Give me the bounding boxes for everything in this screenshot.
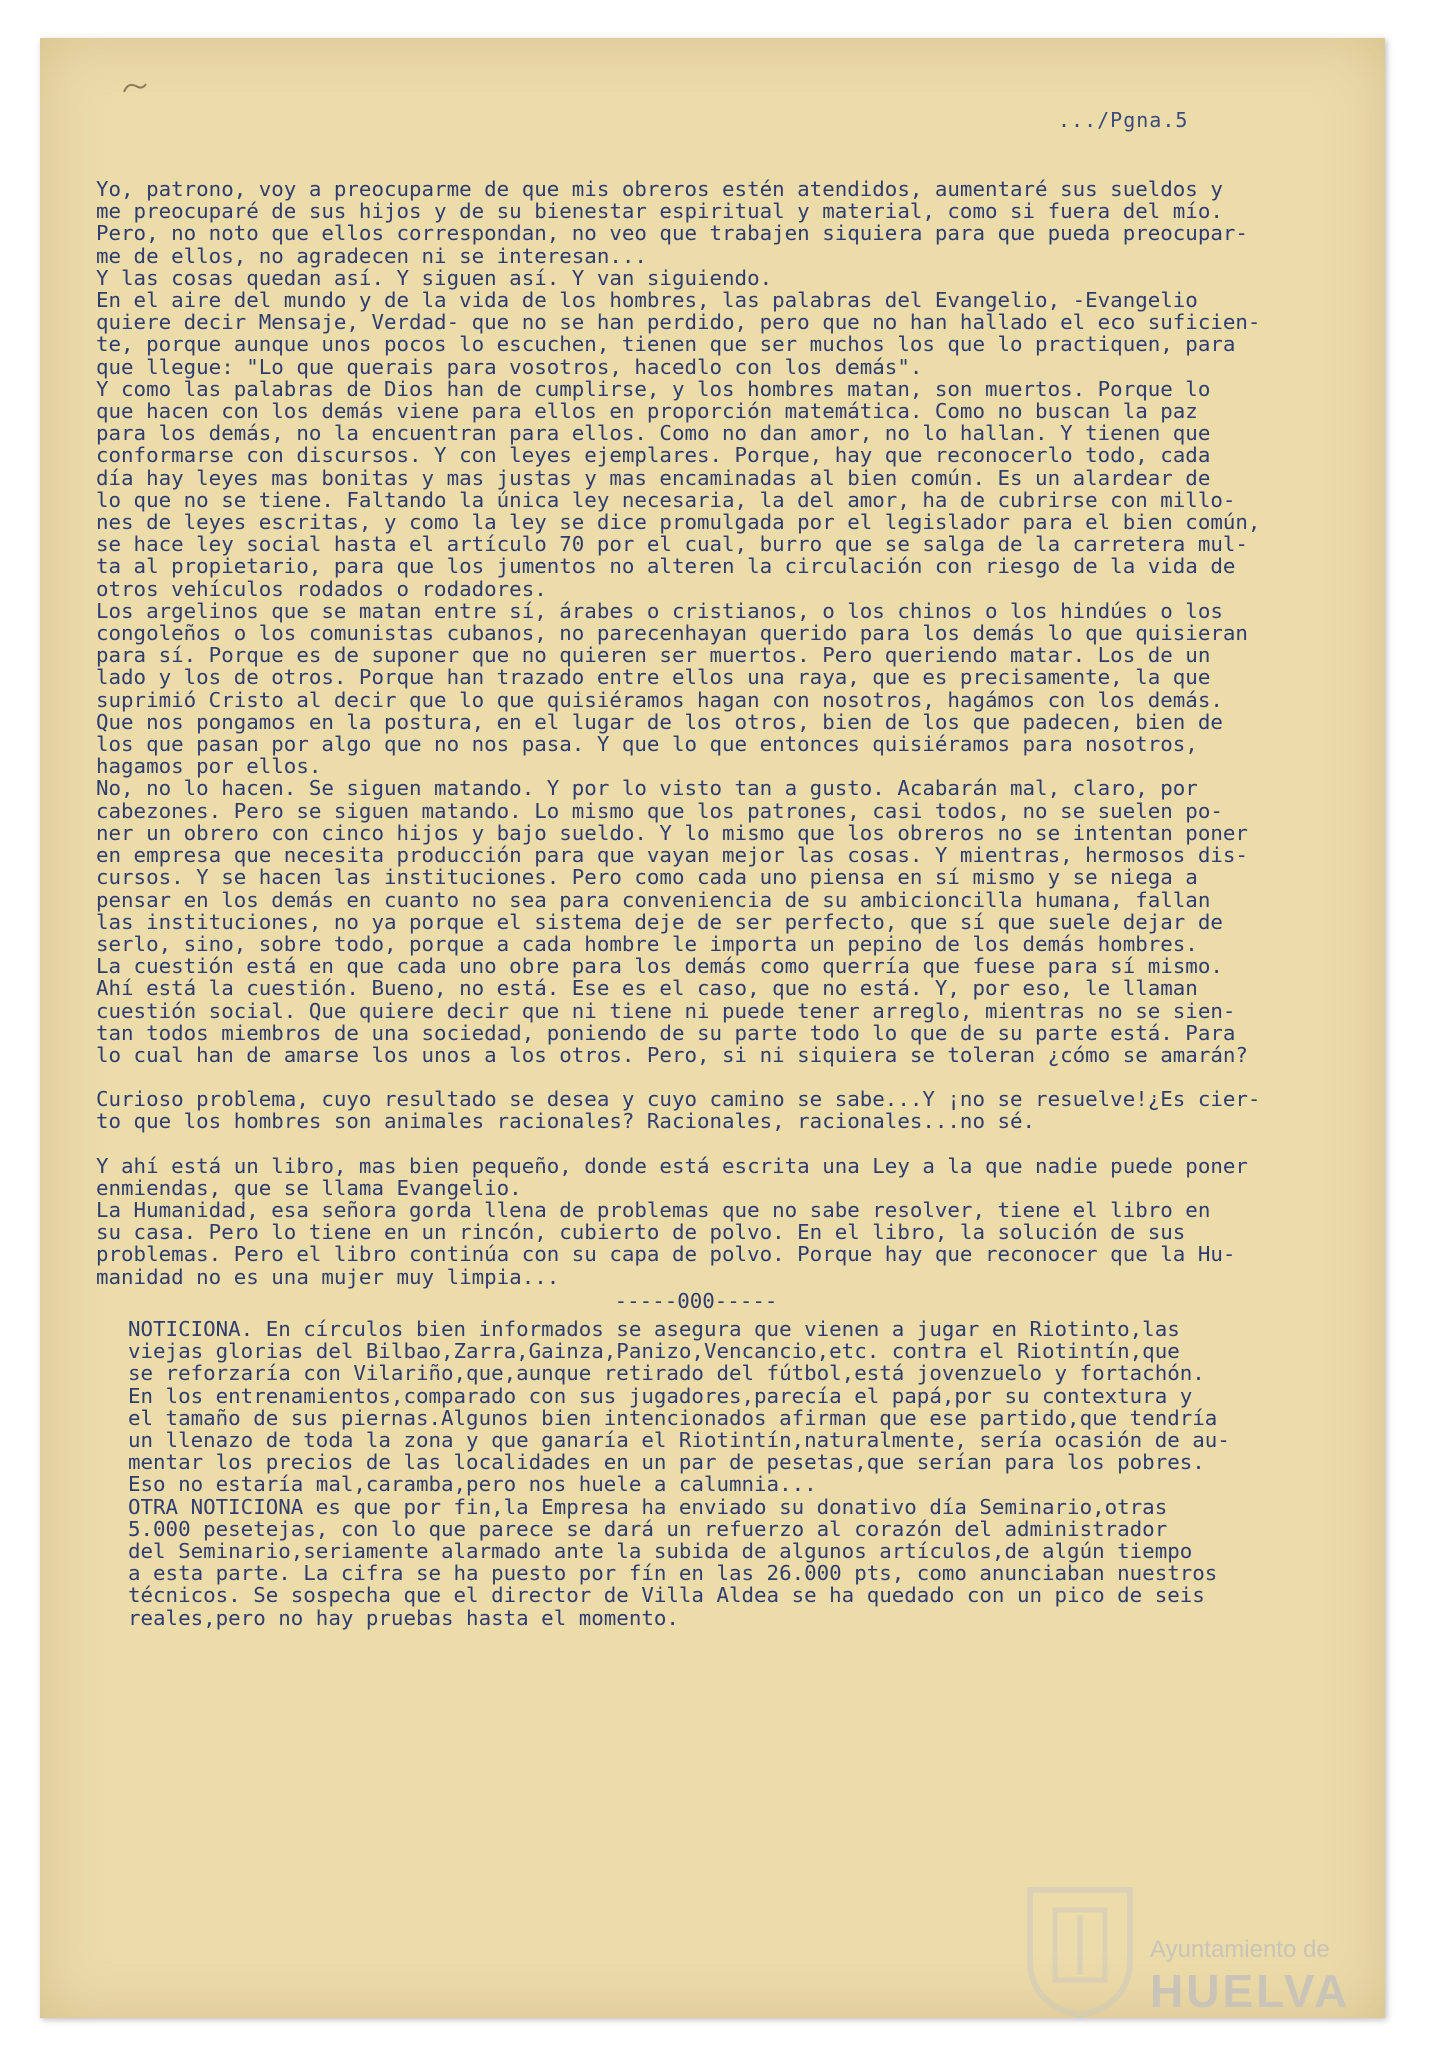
blank-line [96, 1133, 1296, 1155]
text-line: La cuestión está en que cada uno obre para los demás como querría que fuese para sí mismo. [96, 954, 1223, 979]
page-number: .../Pgna.5 [1058, 108, 1189, 132]
text-line: cuestión social. Que quiere decir que ni tiene ni puede tener arreglo, mientras no se sien- [96, 998, 1236, 1023]
text-line: congoleños o los comunistas cubanos, no parecenhayan querido para los demás lo que quisieran [96, 621, 1248, 646]
text-line: nes de leyes escritas, y como la ley se dice promulgada por el legislador para el bien común, [96, 510, 1261, 535]
text-line: cabezones. Pero se siguen matando. Lo mismo que los patrones, casi todos, no se suelen po- [96, 798, 1223, 823]
noticia-line: reales,pero no hay pruebas hasta el momento. [128, 1605, 679, 1630]
noticia-line: un llenazo de toda la zona y que ganaría el Riotintín,naturalmente, sería ocasión de au- [128, 1427, 1230, 1452]
text-line: enmiendas, que se llama Evangelio. [96, 1175, 522, 1200]
noticia-line: del Seminario,seriamente alarmado ante la subida de algunos artículos,de algún tiempo [128, 1538, 1193, 1563]
text-line: problemas. Pero el libro continúa con su capa de polvo. Porque hay que reconocer que la Hu- [96, 1242, 1236, 1267]
staple-mark-icon [120, 78, 150, 100]
noticia-line: 5.000 pesetejas, con lo que parece se dará un refuerzo al corazón del administrador [128, 1516, 1168, 1541]
noticia-line: OTRA NOTICIONA es que por fin,la Empresa ha enviado su donativo día Seminario,otras [128, 1494, 1168, 1519]
text-line: para los demás, no la encuentran para ellos. Como no dan amor, no lo hallan. Y tienen que [96, 421, 1211, 446]
noticia-line: a esta parte. La cifra se ha puesto por fín en las 26.000 pts, como anunciaban nuestros [128, 1561, 1218, 1586]
text-line: Pero, no noto que ellos correspondan, no veo que trabajen siquiera para que pueda preocupar- [96, 221, 1248, 246]
text-line: me preocuparé de sus hijos y de su bienestar espiritual y material, como si fuera del mío. [96, 199, 1223, 224]
text-line: que hacen con los demás viene para ellos en proporción matemática. Como no buscan la paz [96, 399, 1198, 424]
noticia-line: viejas glorias del Bilbao,Zarra,Gainza,Panizo,Vencancio,etc. contra el Riotintín,que [128, 1339, 1180, 1364]
text-line: lo cual han de amarse los unos a los otros. Pero, si ni siquiera se toleran ¿cómo se amarán? [96, 1042, 1248, 1067]
text-line: ta al propietario, para que los jumentos no alteren la circulación con riesgo de la vida de [96, 554, 1236, 579]
text-line: suprimió Cristo al decir que lo que quisiéramos hagan con nosotros, hagámos con los demás. [96, 687, 1223, 712]
text-line: te, porque aunque unos pocos lo escuchen, tienen que ser muchos los que lo practiquen, para [96, 332, 1236, 357]
text-line: día hay leyes mas bonitas y mas justas y mas encaminadas al bien común. Es un alardear de [96, 465, 1211, 490]
text-line: Curioso problema, cuyo resultado se desea y cuyo camino se sabe...Y ¡no se resuelve!¿Es cier- [96, 1087, 1261, 1112]
watermark-line1: Ayuntamiento de [1150, 1936, 1330, 1963]
text-line: No, no lo hacen. Se siguen matando. Y por lo visto tan a gusto. Acabarán mal, claro, por [96, 776, 1198, 801]
text-line: Y las cosas quedan así. Y siguen así. Y van siguiendo. [96, 265, 773, 290]
text-line: to que los hombres son animales racionales? Racionales, racionales...no sé. [96, 1109, 1036, 1134]
text-line: En el aire del mundo y de la vida de los hombres, las palabras del Evangelio, -Evangelio [96, 288, 1198, 313]
text-line: para sí. Porque es de suponer que no quieren ser muertos. Pero queriendo matar. Los de un [96, 643, 1211, 668]
noticia-line: mentar los precios de las localidades en un par de pesetas,que serían para los pobres. [128, 1450, 1205, 1475]
noticias-section [96, 1318, 1296, 1629]
text-line: quiere decir Mensaje, Verdad- que no se han perdido, pero que no han hallado el eco suficien- [96, 310, 1261, 335]
document-body [96, 178, 1296, 1629]
text-line: Y como las palabras de Dios han de cumplirse, y los hombres matan, son muertos. Porque lo [96, 376, 1211, 401]
text-line: La Humanidad, esa señora gorda llena de problemas que no sabe resolver, tiene el libro en [96, 1197, 1211, 1222]
watermark-line2: HUELVA [1150, 1965, 1351, 2017]
text-line: otros vehículos rodados o rodadores. [96, 576, 547, 601]
text-line: que llegue: "Lo que querais para vosotros, hacedlo con los demás". [96, 354, 923, 379]
text-line: su casa. Pero lo tiene en un rincón, cubierto de polvo. En el libro, la solución de sus [96, 1220, 1186, 1245]
noticia-line: Eso no estaría mal,caramba,pero nos huele a calumnia... [128, 1472, 817, 1497]
text-line: las instituciones, no ya porque el sistema deje de ser perfecto, que sí que suele dejar de [96, 909, 1223, 934]
noticia-line: se reforzaría con Vilariño,que,aunque retirado del fútbol,está jovenzuelo y fortachón. [128, 1361, 1205, 1386]
text-line: me de ellos, no agradecen ni se interesan... [96, 243, 647, 268]
text-line: manidad no es una mujer muy limpia... [96, 1264, 560, 1289]
text-line: Que nos pongamos en la postura, en el lugar de los otros, bien de los que padecen, bien de [96, 709, 1223, 734]
main-text [96, 178, 1296, 1288]
text-line: se hace ley social hasta el artículo 70 por el cual, burro que se salga de la carretera mul- [96, 532, 1248, 557]
text-line: Y ahí está un libro, mas bien pequeño, donde está escrita una Ley a la que nadie puede poner [96, 1153, 1248, 1178]
blank-line [96, 1066, 1296, 1088]
text-line: cursos. Y se hacen las instituciones. Pero como cada uno piensa en sí mismo y se niega a [96, 865, 1198, 890]
noticia-line: el tamaño de sus piernas.Algunos bien intencionados afirman que ese partido,que tendría [128, 1405, 1218, 1430]
noticia-line: En los entrenamientos,comparado con sus jugadores,parecía el papá,por su contextura y [128, 1383, 1193, 1408]
text-line: Ahí está la cuestión. Bueno, no está. Ese es el caso, que no está. Y, por eso, le llaman [96, 976, 1198, 1001]
text-line: en empresa que necesita producción para que vayan mejor las cosas. Y mientras, hermosos dis- [96, 843, 1248, 868]
text-line: ner un obrero con cinco hijos y bajo sueldo. Y lo mismo que los obreros no se intentan poner [96, 820, 1248, 845]
text-line: lo que no se tiene. Faltando la única ley necesaria, la del amor, ha de cubrirse con millo- [96, 487, 1236, 512]
noticia-line: NOTICIONA. En círculos bien informados se asegura que vienen a jugar en Riotinto,las [128, 1316, 1180, 1341]
text-line: lado y los de otros. Porque han trazado entre ellos una raya, que es precisamente, la que [96, 665, 1211, 690]
text-line: serlo, sino, sobre todo, porque a cada hombre le importa un pepino de los demás hombres. [96, 931, 1198, 956]
text-line: los que pasan por algo que no nos pasa. Y que lo que entonces quisiéramos para nosotros, [96, 732, 1198, 757]
section-separator: -----000----- [614, 1288, 778, 1313]
text-line: Los argelinos que se matan entre sí, árabes o cristianos, o los chinos o los hindúes o los [96, 598, 1223, 623]
text-line: conformarse con discursos. Y con leyes ejemplares. Porque, hay que reconocerlo todo, cada [96, 443, 1211, 468]
noticia-line: técnicos. Se sospecha que el director de Villa Aldea se ha quedado con un pico de seis [128, 1583, 1205, 1608]
text-line: Yo, patrono, voy a preocuparme de que mis obreros estén atendidos, aumentaré sus sueldos y [96, 177, 1223, 201]
text-line: tan todos miembros de una sociedad, poniendo de su parte todo lo que de su parte está. Para [96, 1020, 1236, 1045]
text-line: hagamos por ellos. [96, 754, 322, 779]
text-line: pensar en los demás en cuanto no sea para conveniencia de su ambicioncilla humana, fallan [96, 887, 1211, 912]
